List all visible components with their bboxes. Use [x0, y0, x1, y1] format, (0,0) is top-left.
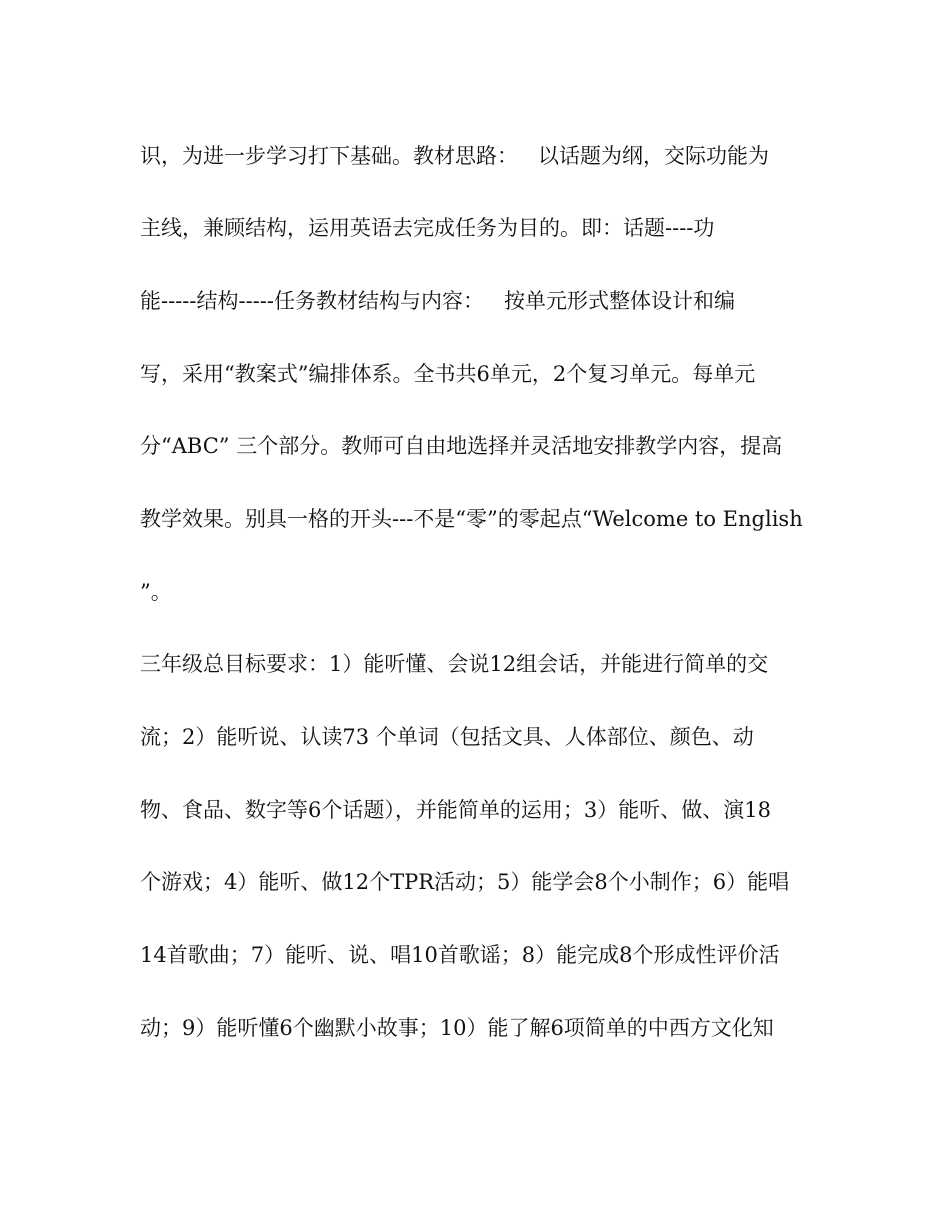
text-line-12: 14首歌曲；7）能听、说、唱10首歌谣；8）能完成8个形成性评价活	[140, 943, 780, 967]
text-line-6: 教学效果。别具一格的开头---不是“零”的零起点“Welcome to English	[140, 507, 803, 531]
text-line-2: 主线，兼顾结构，运用英语去完成任务为目的。即：话题----功	[140, 216, 715, 240]
text-line-4: 写，采用“教案式”编排体系。全书共6单元，2个复习单元。每单元	[140, 362, 756, 386]
text-line-7: ”。	[140, 580, 172, 604]
text-line-8: 三年级总目标要求：1）能听懂、会说12组会话，并能进行简单的交	[140, 652, 769, 676]
text-line-13: 动；9）能听懂6个幽默小故事；10）能了解6项简单的中西方文化知	[140, 1016, 774, 1040]
text-line-11: 个游戏；4）能听、做12个TPR活动；5）能学会8个小制作；6）能唱	[140, 870, 790, 894]
text-line-3: 能-----结构-----任务教材结构与内容： 按单元形式整体设计和编	[140, 289, 735, 313]
text-line-1: 识，为进一步学习打下基础。教材思路： 以话题为纲，交际功能为	[140, 144, 770, 168]
text-line-5: 分“ABC” 三个部分。教师可自由地选择并灵活地安排教学内容，提高	[140, 434, 783, 458]
text-line-10: 物、食品、数字等6个话题），并能简单的运用；3）能听、做、演18	[140, 798, 771, 822]
text-line-9: 流；2）能听说、认读73 个单词（包括文具、人体部位、颜色、动	[140, 725, 754, 749]
